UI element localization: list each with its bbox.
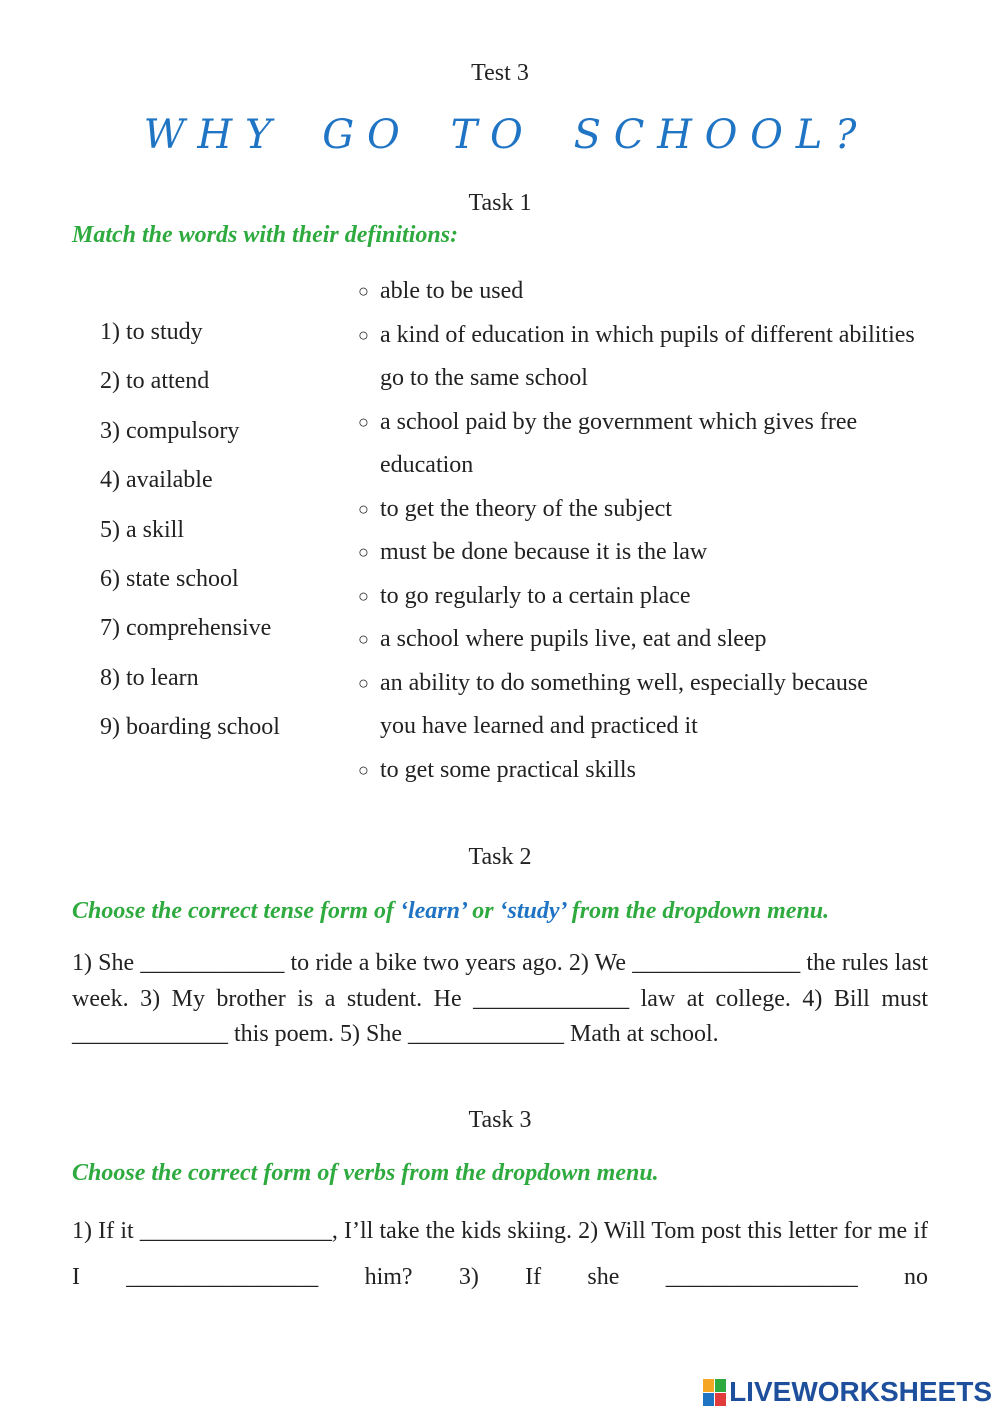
task1-label: Task 1 bbox=[468, 190, 532, 216]
definition-text: an ability to do something well, especially because you have learned and practiced it bbox=[380, 669, 868, 739]
radio-circle-icon[interactable]: ○ bbox=[358, 759, 369, 780]
word-item: 7) comprehensive bbox=[100, 615, 272, 642]
word-item: 8) to learn bbox=[100, 664, 199, 691]
word-item: 6) state school bbox=[100, 565, 239, 592]
radio-circle-icon[interactable]: ○ bbox=[358, 585, 369, 606]
definition-option[interactable] bbox=[358, 618, 920, 662]
logo-text: LIVEWORKSHEETS bbox=[729, 1376, 992, 1407]
definition-text: a kind of education in which pupils of different abilities go to the same school bbox=[380, 321, 915, 391]
definition-option[interactable] bbox=[358, 314, 920, 401]
logo-mark-icon bbox=[703, 1379, 726, 1406]
definition-option[interactable] bbox=[358, 401, 900, 488]
word-item: 2) to attend bbox=[100, 368, 210, 395]
definition-text: a school paid by the government which gives free education bbox=[380, 408, 858, 478]
task3-label: Task 3 bbox=[468, 1107, 532, 1133]
word-item: 3) compulsory bbox=[100, 417, 240, 444]
definition-text: to get the theory of the subject bbox=[380, 495, 672, 522]
radio-circle-icon[interactable]: ○ bbox=[358, 411, 369, 432]
logo-square bbox=[715, 1393, 726, 1406]
logo-square bbox=[715, 1379, 726, 1392]
radio-circle-icon[interactable]: ○ bbox=[358, 629, 369, 649]
logo-square bbox=[703, 1379, 714, 1392]
task2-label: Task 2 bbox=[468, 844, 532, 870]
definition-option[interactable] bbox=[358, 270, 920, 314]
word-item: 9) boarding school bbox=[100, 714, 280, 741]
definition-list bbox=[358, 270, 920, 792]
keyword-study: ‘study’ bbox=[499, 898, 566, 924]
instruction-text: or bbox=[466, 898, 500, 924]
definition-option[interactable] bbox=[358, 531, 920, 575]
definition-text: to go regularly to a certain place bbox=[380, 582, 691, 609]
task1-instruction: Match the words with their definitions: bbox=[72, 222, 459, 248]
word-list bbox=[100, 316, 280, 761]
definition-option[interactable] bbox=[358, 575, 920, 619]
logo-square bbox=[703, 1393, 714, 1406]
liveworksheets-logo bbox=[703, 1376, 992, 1408]
definition-option[interactable] bbox=[358, 662, 870, 749]
radio-circle-icon[interactable]: ○ bbox=[358, 542, 369, 562]
definition-option[interactable] bbox=[358, 749, 920, 793]
task3-instruction: Choose the correct form of verbs from the dropdown menu. bbox=[72, 1160, 659, 1186]
radio-circle-icon[interactable]: ○ bbox=[358, 324, 369, 345]
word-item: 5) a skill bbox=[100, 516, 184, 543]
word-item: 4) available bbox=[100, 467, 213, 494]
definition-text: a school where pupils live, eat and sleep bbox=[380, 626, 767, 652]
task2-instruction bbox=[72, 898, 829, 925]
radio-circle-icon[interactable]: ○ bbox=[358, 672, 369, 693]
radio-circle-icon[interactable]: ○ bbox=[358, 498, 369, 519]
task2-exercise-text: 1) She ____________ to ride a bike two years ago. 2) We ______________ the rules last week. 3) My brother is a student. He _____________ law at college. 4) Bill must _____________ this poem. 5) She _____________ Math at school. bbox=[72, 950, 928, 1048]
test-label: Test 3 bbox=[471, 60, 529, 86]
definition-option[interactable] bbox=[358, 488, 920, 532]
page-title: W H Y G O T O S C H O O L ? bbox=[143, 112, 857, 158]
definition-text: able to be used bbox=[380, 278, 524, 304]
instruction-text: from the dropdown menu. bbox=[565, 898, 830, 924]
word-item: 1) to study bbox=[100, 319, 203, 345]
instruction-text: Choose the correct tense form of bbox=[72, 898, 400, 924]
radio-circle-icon[interactable]: ○ bbox=[358, 281, 369, 301]
keyword-learn: ‘learn’ bbox=[399, 898, 467, 924]
definition-text: to get some practical skills bbox=[380, 756, 636, 783]
task3-exercise-text: 1) If it ________________, I’ll take the kids skiing. 2) Will Tom post this letter for me if I ________________ him? 3) If she ________________ no bbox=[72, 1218, 928, 1290]
definition-text: must be done because it is the law bbox=[380, 539, 708, 565]
